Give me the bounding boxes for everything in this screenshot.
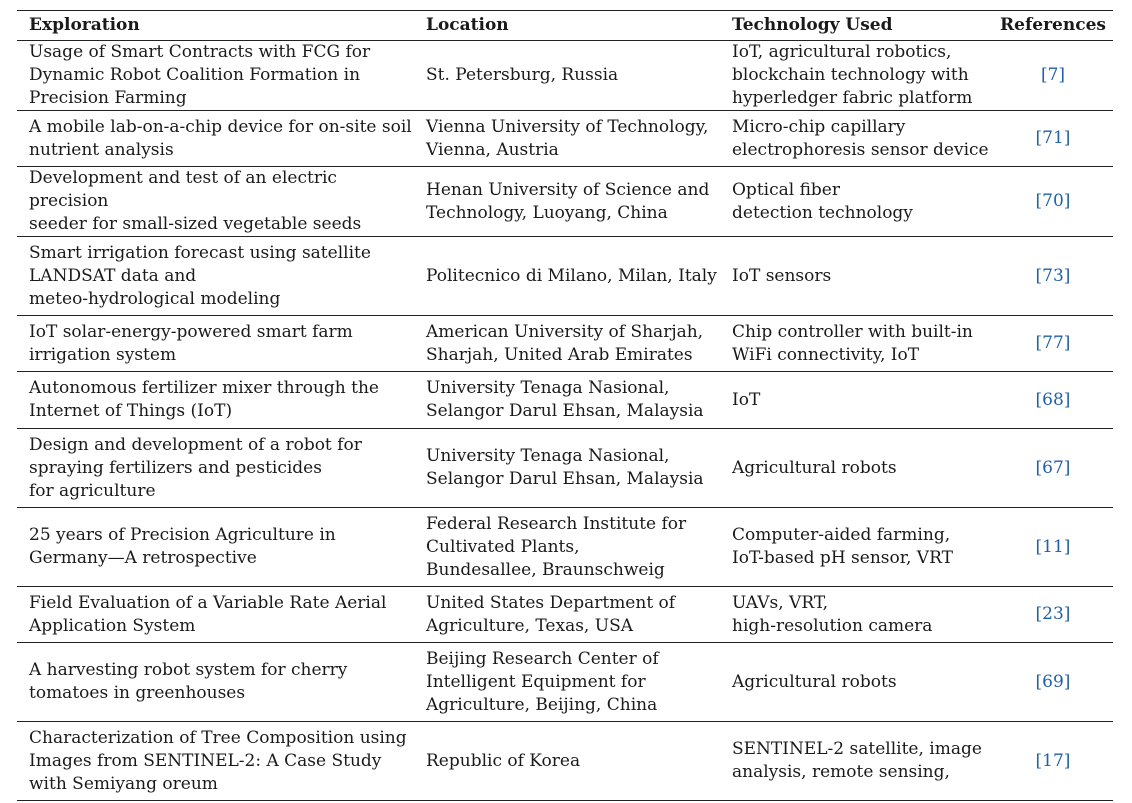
cell-reference [993,167,1113,237]
table-row [17,167,1113,237]
reference-link[interactable]: [67] [1035,457,1071,478]
cell-exploration: Autonomous fertilizer mixer through the Internet of Things (IoT) [17,372,414,429]
reference-link[interactable]: [73] [1035,265,1071,286]
table-row [17,643,1113,722]
cell-reference [993,372,1113,429]
cell-technology: Agricultural robots [720,429,993,508]
cell-technology: IoT, agricultural robotics, blockchain technology with hyperledger fabric platform [720,41,993,111]
cell-location: Vienna University of Technology, Vienna, Austria [414,111,720,167]
cell-reference [993,643,1113,722]
cell-technology: Chip controller with built-in WiFi connectivity, IoT [720,316,993,372]
cell-location: Henan University of Science and Technology, Luoyang, China [414,167,720,237]
cell-technology: Optical fiber detection technology [720,167,993,237]
table-row [17,111,1113,167]
cell-technology: Agricultural robots [720,643,993,722]
table-row [17,722,1113,801]
cell-technology: IoT [720,372,993,429]
cell-location: American University of Sharjah, Sharjah, United Arab Emirates [414,316,720,372]
cell-exploration: Development and test of an electric precision seeder for small-sized vegetable seeds [17,167,414,237]
table-row [17,372,1113,429]
cell-reference [993,41,1113,111]
cell-technology: UAVs, VRT, high-resolution camera [720,587,993,643]
table-row [17,508,1113,587]
cell-technology: Computer-aided farming, IoT-based pH sensor, VRT [720,508,993,587]
cell-exploration: 25 years of Precision Agriculture in Germany—A retrospective [17,508,414,587]
cell-location: University Tenaga Nasional, Selangor Darul Ehsan, Malaysia [414,429,720,508]
table-header [17,11,1113,41]
cell-exploration: A mobile lab-on-a-chip device for on-site soil nutrient analysis [17,111,414,167]
cell-technology: SENTINEL-2 satellite, image analysis, remote sensing, [720,722,993,801]
cell-reference [993,316,1113,372]
precision-agriculture-table [17,10,1113,801]
reference-link[interactable]: [70] [1035,191,1071,211]
header-row [17,11,1113,41]
reference-link[interactable]: [69] [1035,671,1071,692]
table-row [17,429,1113,508]
reference-link[interactable]: [17] [1035,750,1071,771]
cell-exploration: A harvesting robot system for cherry tomatoes in greenhouses [17,643,414,722]
cell-exploration: Usage of Smart Contracts with FCG for Dynamic Robot Coalition Formation in Precision Farming [17,41,414,111]
cell-reference [993,237,1113,316]
table-row [17,41,1113,111]
cell-location: Politecnico di Milano, Milan, Italy [414,237,720,316]
reference-link[interactable]: [68] [1035,389,1071,410]
cell-reference [993,722,1113,801]
cell-reference [993,587,1113,643]
table-row [17,316,1113,372]
cell-exploration: Design and development of a robot for spraying fertilizers and pesticides for agriculture [17,429,414,508]
cell-reference [993,111,1113,167]
table-row [17,237,1113,316]
reference-link[interactable]: [77] [1035,333,1071,353]
cell-location: St. Petersburg, Russia [414,41,720,111]
cell-exploration: Characterization of Tree Composition using Images from SENTINEL-2: A Case Study with Semiyang oreum [17,722,414,801]
cell-technology: Micro-chip capillary electrophoresis sensor device [720,111,993,167]
header-references: References [993,11,1113,41]
cell-reference [993,429,1113,508]
cell-location: Beijing Research Center of Intelligent Equipment for Agriculture, Beijing, China [414,643,720,722]
cell-location: Federal Research Institute for Cultivated Plants, Bundesallee, Braunschweig [414,508,720,587]
reference-link[interactable]: [7] [1040,65,1066,85]
table-body [17,41,1113,801]
header-exploration: Exploration [17,11,414,41]
header-location: Location [414,11,720,41]
cell-exploration: Smart irrigation forecast using satellite LANDSAT data and meteo-hydrological modeling [17,237,414,316]
cell-exploration: IoT solar-energy-powered smart farm irrigation system [17,316,414,372]
header-technology: Technology Used [720,11,993,41]
table-row [17,587,1113,643]
reference-link[interactable]: [23] [1035,604,1071,624]
cell-exploration: Field Evaluation of a Variable Rate Aerial Application System [17,587,414,643]
cell-location: Republic of Korea [414,722,720,801]
cell-location: University Tenaga Nasional, Selangor Darul Ehsan, Malaysia [414,372,720,429]
reference-link[interactable]: [11] [1035,536,1071,557]
cell-reference [993,508,1113,587]
cell-technology: IoT sensors [720,237,993,316]
reference-link[interactable]: [71] [1035,128,1071,148]
cell-location: United States Department of Agriculture, Texas, USA [414,587,720,643]
